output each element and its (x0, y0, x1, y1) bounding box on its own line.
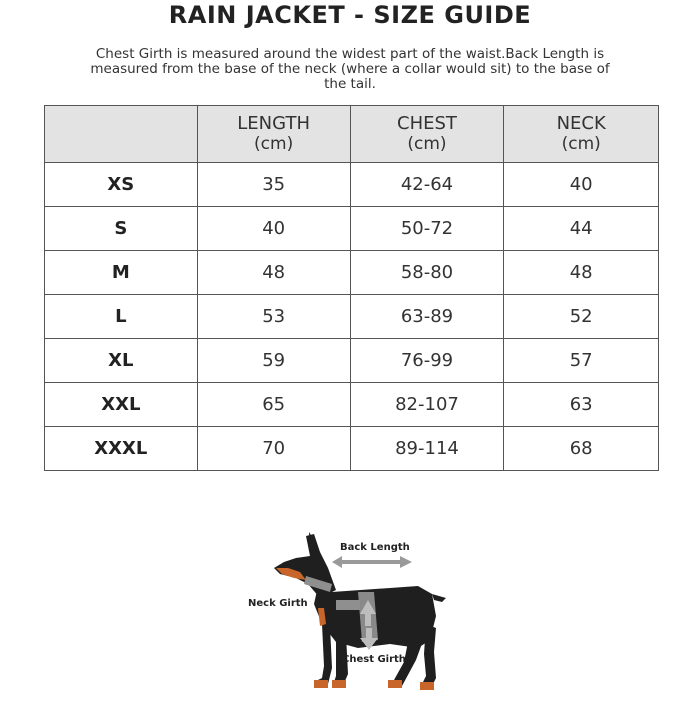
length-cell: 40 (197, 207, 350, 251)
table-row (45, 383, 659, 427)
table-header-row (45, 106, 659, 163)
length-cell: 70 (197, 427, 350, 471)
chest-cell: 89-114 (350, 427, 504, 471)
header-size (45, 106, 198, 163)
table-row (45, 163, 659, 207)
dog-tail (432, 594, 446, 602)
length-cell: 59 (197, 339, 350, 383)
table-row (45, 251, 659, 295)
neck-girth-label: Neck Girth (248, 598, 308, 609)
measurement-diagram (240, 528, 470, 700)
chest-girth-label: Chest Girth (342, 654, 406, 665)
neck-cell: 68 (504, 427, 659, 471)
neck-cell: 57 (504, 339, 659, 383)
dog-paw (314, 680, 328, 688)
dog-paw (332, 680, 346, 688)
chest-cell: 58-80 (350, 251, 504, 295)
length-cell: 48 (197, 251, 350, 295)
neck-cell: 44 (504, 207, 659, 251)
chest-cell: 82-107 (350, 383, 504, 427)
dog-paw (388, 680, 402, 688)
header-neck-unit: (cm) (561, 134, 601, 154)
table-row (45, 339, 659, 383)
size-cell: L (45, 295, 198, 339)
dog-paw (420, 682, 434, 690)
header-neck (504, 106, 659, 163)
neck-cell: 48 (504, 251, 659, 295)
chest-cell: 50-72 (350, 207, 504, 251)
length-cell: 53 (197, 295, 350, 339)
header-length-unit: (cm) (254, 134, 294, 154)
header-length (197, 106, 350, 163)
header-chest (350, 106, 504, 163)
length-cell: 65 (197, 383, 350, 427)
size-cell: XL (45, 339, 198, 383)
dog-illustration (240, 528, 470, 700)
header-chest-name: CHEST (397, 113, 457, 134)
size-cell: XXL (45, 383, 198, 427)
size-cell: XS (45, 163, 198, 207)
chest-cell: 42-64 (350, 163, 504, 207)
chest-cell: 76-99 (350, 339, 504, 383)
table-row (45, 427, 659, 471)
table-row (45, 207, 659, 251)
back-length-arrow (332, 556, 412, 568)
measurement-description: Chest Girth is measured around the widest part of the waist.Back Length is measured from the base of the neck (where a collar would sit) to the base of the tail. (90, 46, 610, 92)
header-neck-name: NECK (556, 113, 606, 134)
neck-cell: 52 (504, 295, 659, 339)
size-cell: XXXL (45, 427, 198, 471)
size-cell: S (45, 207, 198, 251)
page-title: RAIN JACKET - SIZE GUIDE (168, 1, 532, 29)
header-chest-unit: (cm) (407, 134, 447, 154)
chest-cell: 63-89 (350, 295, 504, 339)
neck-cell: 40 (504, 163, 659, 207)
size-cell: M (45, 251, 198, 295)
dog-harness-chest-strap (336, 600, 360, 610)
table-row (45, 295, 659, 339)
header-length-name: LENGTH (237, 113, 310, 134)
neck-cell: 63 (504, 383, 659, 427)
size-table (44, 105, 659, 471)
length-cell: 35 (197, 163, 350, 207)
dog-front-leg-left (314, 624, 332, 688)
back-length-label: Back Length (340, 542, 410, 553)
